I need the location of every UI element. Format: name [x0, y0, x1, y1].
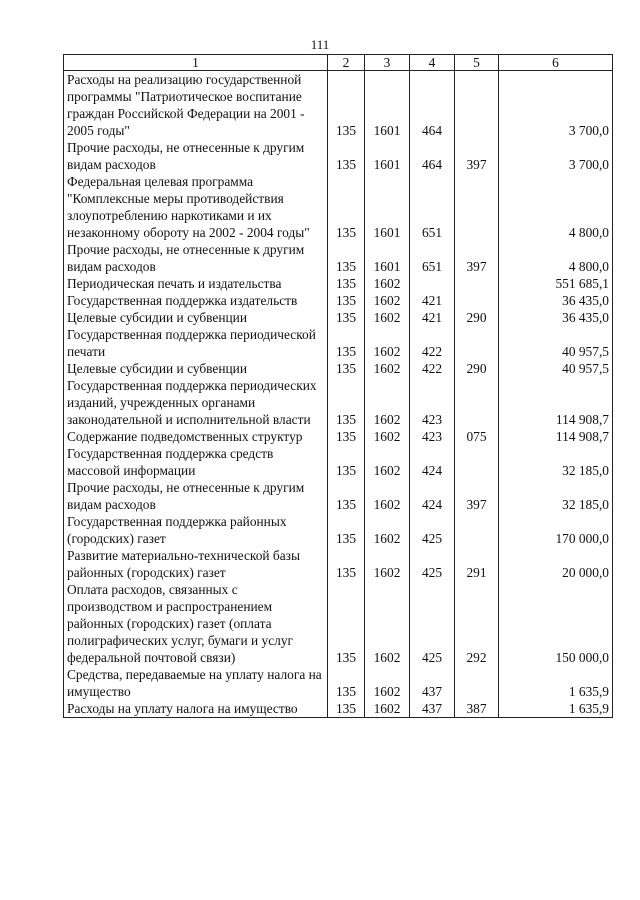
row-code-2: 135: [328, 71, 365, 140]
column-header-4: 4: [410, 55, 455, 71]
row-code-4: 424: [410, 445, 455, 479]
row-code-4: 422: [410, 360, 455, 377]
row-code-5: 292: [455, 581, 499, 666]
row-code-5: [455, 377, 499, 428]
row-code-5: 397: [455, 241, 499, 275]
row-code-2: 135: [328, 360, 365, 377]
table-body: [64, 71, 613, 718]
table-row: [64, 700, 613, 718]
row-amount: 114 908,7: [499, 377, 613, 428]
row-code-3: 1602: [365, 292, 410, 309]
row-amount: 32 185,0: [499, 479, 613, 513]
column-header-3: 3: [365, 55, 410, 71]
row-code-3: 1602: [365, 445, 410, 479]
row-code-3: 1602: [365, 479, 410, 513]
row-code-3: 1602: [365, 700, 410, 718]
table-header: [64, 55, 613, 71]
row-code-4: 421: [410, 309, 455, 326]
row-amount: 32 185,0: [499, 445, 613, 479]
row-code-2: 135: [328, 666, 365, 700]
row-code-3: 1602: [365, 428, 410, 445]
row-code-3: 1602: [365, 360, 410, 377]
row-name: Содержание подведомственных структур: [64, 428, 328, 445]
table-row: [64, 581, 613, 666]
row-code-3: 1602: [365, 513, 410, 547]
row-name: Прочие расходы, не отнесенные к другим видам расходов: [64, 241, 328, 275]
row-code-2: 135: [328, 309, 365, 326]
row-name: Целевые субсидии и субвенции: [64, 360, 328, 377]
row-name: Государственная поддержка периодических изданий, учрежденных органами законодательной и исполнительной власти: [64, 377, 328, 428]
row-code-5: 291: [455, 547, 499, 581]
table-row: [64, 445, 613, 479]
row-amount: 114 908,7: [499, 428, 613, 445]
row-code-3: 1602: [365, 666, 410, 700]
table-row: [64, 360, 613, 377]
table-row: [64, 377, 613, 428]
row-name: Развитие материально-технической базы районных (городских) газет: [64, 547, 328, 581]
row-name: Целевые субсидии и субвенции: [64, 309, 328, 326]
row-code-2: 135: [328, 326, 365, 360]
row-amount: 3 700,0: [499, 139, 613, 173]
row-name: Оплата расходов, связанных с производством и распространением районных (городских) газет (оплата полиграфических услуг, бумаги и услуг федеральной почтовой связи): [64, 581, 328, 666]
column-header-1: 1: [64, 55, 328, 71]
table-row: [64, 275, 613, 292]
row-code-3: 1602: [365, 326, 410, 360]
row-name: Государственная поддержка периодической печати: [64, 326, 328, 360]
row-amount: 4 800,0: [499, 173, 613, 241]
table-row: [64, 173, 613, 241]
row-code-4: 437: [410, 666, 455, 700]
row-code-5: [455, 292, 499, 309]
row-code-4: 651: [410, 241, 455, 275]
table-row: [64, 241, 613, 275]
row-code-2: 135: [328, 581, 365, 666]
row-code-2: 135: [328, 139, 365, 173]
row-amount: 40 957,5: [499, 326, 613, 360]
row-code-4: 421: [410, 292, 455, 309]
row-code-4: 423: [410, 428, 455, 445]
table-row: [64, 428, 613, 445]
row-name: Средства, передаваемые на уплату налога на имущество: [64, 666, 328, 700]
column-header-2: 2: [328, 55, 365, 71]
row-code-2: 135: [328, 377, 365, 428]
row-code-3: 1602: [365, 547, 410, 581]
row-name: Периодическая печать и издательства: [64, 275, 328, 292]
row-name: Расходы на реализацию государственной программы "Патриотическое воспитание граждан Российской Федерации на 2001 - 2005 годы": [64, 71, 328, 140]
row-code-2: 135: [328, 479, 365, 513]
row-code-3: 1602: [365, 377, 410, 428]
budget-table: [63, 54, 613, 718]
row-code-4: 425: [410, 513, 455, 547]
row-amount: 20 000,0: [499, 547, 613, 581]
page-number: 111: [310, 37, 330, 52]
row-code-4: 425: [410, 581, 455, 666]
row-code-5: 290: [455, 309, 499, 326]
header-row: [64, 55, 613, 71]
row-code-4: 423: [410, 377, 455, 428]
row-name: Государственная поддержка районных (городских) газет: [64, 513, 328, 547]
row-code-2: 135: [328, 700, 365, 718]
table-row: [64, 309, 613, 326]
row-code-4: 464: [410, 139, 455, 173]
row-code-3: 1601: [365, 139, 410, 173]
row-code-5: [455, 513, 499, 547]
row-amount: 4 800,0: [499, 241, 613, 275]
table-row: [64, 139, 613, 173]
row-code-4: 651: [410, 173, 455, 241]
row-code-4: 425: [410, 547, 455, 581]
row-code-2: 135: [328, 445, 365, 479]
row-code-5: [455, 445, 499, 479]
row-code-2: 135: [328, 547, 365, 581]
row-code-3: 1602: [365, 275, 410, 292]
row-name: Прочие расходы, не отнесенные к другим видам расходов: [64, 479, 328, 513]
row-name: Прочие расходы, не отнесенные к другим видам расходов: [64, 139, 328, 173]
column-header-5: 5: [455, 55, 499, 71]
row-code-3: 1601: [365, 71, 410, 140]
row-code-4: 464: [410, 71, 455, 140]
row-name: Государственная поддержка средств массовой информации: [64, 445, 328, 479]
row-code-2: 135: [328, 173, 365, 241]
row-amount: 40 957,5: [499, 360, 613, 377]
row-code-5: [455, 71, 499, 140]
table-row: [64, 292, 613, 309]
column-header-6: 6: [499, 55, 613, 71]
row-amount: 1 635,9: [499, 666, 613, 700]
row-name: Федеральная целевая программа "Комплексные меры противодействия злоупотреблению наркотиками и их незаконному обороту на 2002 - 2004 годы": [64, 173, 328, 241]
row-code-5: [455, 326, 499, 360]
row-code-4: [410, 275, 455, 292]
row-name: Расходы на уплату налога на имущество: [64, 700, 328, 718]
row-amount: 36 435,0: [499, 309, 613, 326]
row-code-5: [455, 173, 499, 241]
row-name: Государственная поддержка издательств: [64, 292, 328, 309]
row-code-5: [455, 275, 499, 292]
row-amount: 3 700,0: [499, 71, 613, 140]
table-row: [64, 326, 613, 360]
table-row: [64, 547, 613, 581]
row-code-4: 422: [410, 326, 455, 360]
row-code-2: 135: [328, 513, 365, 547]
table-row: [64, 71, 613, 140]
row-code-2: 135: [328, 275, 365, 292]
row-code-3: 1602: [365, 581, 410, 666]
row-code-4: 437: [410, 700, 455, 718]
table-row: [64, 479, 613, 513]
row-amount: 551 685,1: [499, 275, 613, 292]
row-code-5: 075: [455, 428, 499, 445]
row-code-5: [455, 666, 499, 700]
row-amount: 150 000,0: [499, 581, 613, 666]
table-row: [64, 666, 613, 700]
row-code-5: 290: [455, 360, 499, 377]
row-code-4: 424: [410, 479, 455, 513]
row-code-5: 387: [455, 700, 499, 718]
row-code-3: 1601: [365, 173, 410, 241]
row-amount: 170 000,0: [499, 513, 613, 547]
row-code-3: 1601: [365, 241, 410, 275]
row-code-2: 135: [328, 241, 365, 275]
row-code-5: 397: [455, 479, 499, 513]
row-amount: 36 435,0: [499, 292, 613, 309]
table-row: [64, 513, 613, 547]
row-code-2: 135: [328, 292, 365, 309]
row-code-3: 1602: [365, 309, 410, 326]
row-code-5: 397: [455, 139, 499, 173]
row-amount: 1 635,9: [499, 700, 613, 718]
row-code-2: 135: [328, 428, 365, 445]
